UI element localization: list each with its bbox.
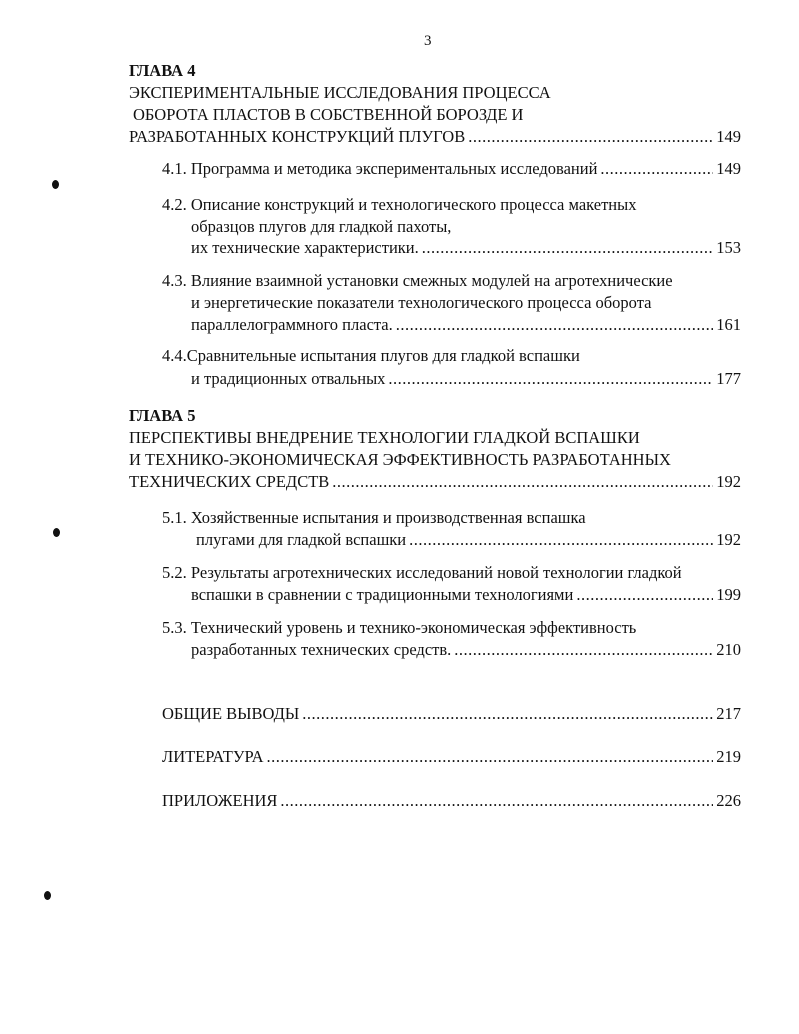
section-4-3-line-2: и энергетические показатели технологического процесса оборота xyxy=(191,293,652,312)
section-5-1-page: 192 xyxy=(716,530,741,549)
section-5-1-line-2: плугами для гладкой вспашки ..... 192 xyxy=(196,529,741,551)
section-5-2-line-1: 5.2. Результаты агротехнических исследований новой технологии гладкой xyxy=(162,563,682,582)
chapter-4-heading: ГЛАВА 4 xyxy=(129,61,196,80)
chapter-4-title-line-3: РАЗРАБОТАННЫХ КОНСТРУКЦИЙ ПЛУГОВ ..... 149 xyxy=(129,126,741,148)
chapter-4-title-line-1: ЭКСПЕРИМЕНТАЛЬНЫЕ ИССЛЕДОВАНИЯ ПРОЦЕССА xyxy=(129,83,551,102)
chapter-5-title-line-1: ПЕРСПЕКТИВЫ ВНЕДРЕНИЕ ТЕХНОЛОГИИ ГЛАДКОЙ ВСПАШКИ xyxy=(129,428,640,447)
section-5-1-line-1: 5.1. Хозяйственные испытания и производственная вспашка xyxy=(162,508,586,527)
section-4-1-page: 149 xyxy=(716,159,741,178)
section-4-3-page: 161 xyxy=(716,315,741,334)
toc-appendices: ПРИЛОЖЕНИЯ ..... 226 xyxy=(162,790,741,812)
section-4-2-line-3: их технические характеристики. ..... 153 xyxy=(191,237,741,259)
section-4-3-line-3: параллелограммного пласта. ..... 161 xyxy=(191,314,741,336)
toc-literature: ЛИТЕРАТУРА ..... 219 xyxy=(162,746,741,768)
chapter-4-title-line-2: ОБОРОТА ПЛАСТОВ В СОБСТВЕННОЙ БОРОЗДЕ И xyxy=(133,105,524,124)
general-conclusions-page: 217 xyxy=(716,704,741,723)
chapter-4-page: 149 xyxy=(716,127,741,146)
section-5-3-line-2: разработанных технических средств. ..... 210 xyxy=(191,639,741,661)
appendices-page: 226 xyxy=(716,791,741,810)
scan-mark xyxy=(53,528,60,537)
section-4-4-page: 177 xyxy=(716,369,741,388)
chapter-5-heading: ГЛАВА 5 xyxy=(129,406,196,425)
chapter-5-page: 192 xyxy=(716,472,741,491)
chapter-5-title-line-3: ТЕХНИЧЕСКИХ СРЕДСТВ ..... 192 xyxy=(129,471,741,493)
section-4-3-line-1: 4.3. Влияние взаимной установки смежных модулей на агротехнические xyxy=(162,271,673,290)
scan-mark xyxy=(52,180,59,189)
literature-page: 219 xyxy=(716,747,741,766)
section-4-2-page: 153 xyxy=(716,238,741,257)
section-5-3-page: 210 xyxy=(716,640,741,659)
section-5-2-line-2: вспашки в сравнении с традиционными технологиями ..... 199 xyxy=(191,584,741,606)
section-4-2-line-2: образцов плугов для гладкой пахоты, xyxy=(191,217,452,236)
scan-mark xyxy=(44,891,51,900)
toc-general-conclusions: ОБЩИЕ ВЫВОДЫ ..... 217 xyxy=(162,703,741,725)
chapter-5-title-line-2: И ТЕХНИКО-ЭКОНОМИЧЕСКАЯ ЭФФЕКТИВНОСТЬ РАЗРАБОТАННЫХ xyxy=(129,450,671,469)
section-4-4-line-1: 4.4.Сравнительные испытания плугов для гладкой вспашки xyxy=(162,346,580,365)
section-5-2-page: 199 xyxy=(716,585,741,604)
section-4-4-line-2: и традиционных отвальных ..... 177 xyxy=(191,368,741,390)
page-number: 3 xyxy=(424,33,432,49)
section-5-3-line-1: 5.3. Технический уровень и технико-экономическая эффективность xyxy=(162,618,637,637)
section-4-1: 4.1. Программа и методика экспериментальных исследований ..... 149 xyxy=(162,158,741,180)
section-4-2-line-1: 4.2. Описание конструкций и технологического процесса макетных xyxy=(162,195,637,214)
